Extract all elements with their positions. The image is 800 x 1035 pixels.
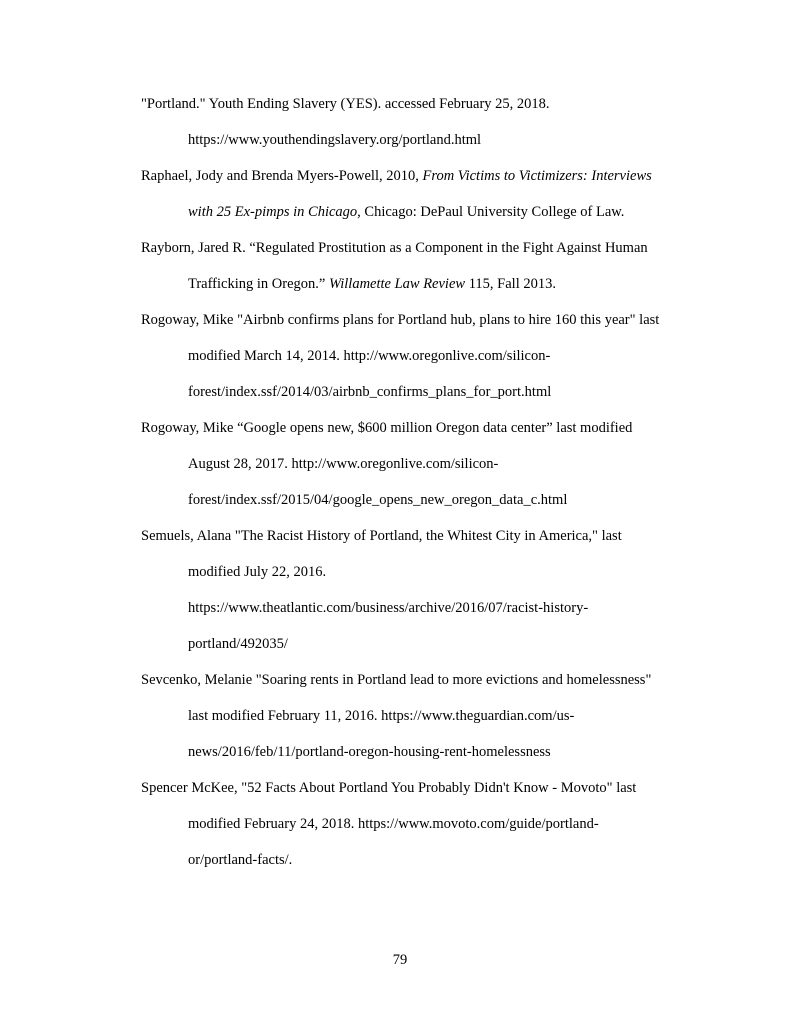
reference-2-title-part2: with 25 Ex-pimps in Chicago: [188, 204, 358, 220]
reference-6-line-2: modified July 22, 2016.: [188, 564, 327, 580]
reference-3-journal: Willamette Law Review: [328, 276, 466, 292]
reference-6-line-1: Semuels, Alana "The Racist History of Portland, the Whitest City in America," last: [141, 528, 622, 544]
reference-2-authors: Raphael, Jody and Brenda Myers-Powell, 2010,: [141, 168, 423, 184]
reference-7-line-1: Sevcenko, Melanie "Soaring rents in Portland lead to more evictions and homelessness": [141, 672, 652, 688]
reference-4-line-2: modified March 14, 2014. http://www.oregonlive.com/silicon-: [188, 348, 551, 364]
reference-5-line-3: forest/index.ssf/2015/04/google_opens_new_oregon_data_c.html: [188, 492, 568, 508]
reference-5-line-2: August 28, 2017. http://www.oregonlive.com/silicon-: [188, 456, 499, 472]
reference-4-line-1: Rogoway, Mike "Airbnb confirms plans for Portland hub, plans to hire 160 this year" last: [141, 312, 660, 328]
reference-8-line-1: Spencer McKee, "52 Facts About Portland You Probably Didn't Know - Movoto" last: [141, 780, 637, 796]
reference-1-line-2: https://www.youthendingslavery.org/portland.html: [188, 132, 482, 148]
reference-8-line-2: modified February 24, 2018. https://www.movoto.com/guide/portland-: [188, 816, 599, 832]
reference-5-line-1: Rogoway, Mike “Google opens new, $600 million Oregon data center” last modified: [141, 420, 633, 436]
reference-3-line-1: Rayborn, Jared R. “Regulated Prostitution as a Component in the Fight Against Human: [141, 240, 648, 256]
page-number: 79: [392, 952, 408, 968]
reference-2-line-1: [141, 167, 652, 185]
reference-4-line-3: forest/index.ssf/2014/03/airbnb_confirms_plans_for_port.html: [188, 384, 552, 400]
reference-2-title-part1: From Victims to Victimizers: Interviews: [422, 168, 652, 184]
reference-1-line-1: "Portland." Youth Ending Slavery (YES). accessed February 25, 2018.: [141, 96, 550, 112]
reference-7-line-2: last modified February 11, 2016. https://www.theguardian.com/us-: [188, 708, 575, 724]
reference-2-line-2: [188, 203, 624, 221]
reference-8-line-3: or/portland-facts/.: [188, 852, 293, 868]
reference-2-publisher: , Chicago: DePaul University College of Law.: [357, 204, 625, 220]
reference-6-line-3: https://www.theatlantic.com/business/archive/2016/07/racist-history-: [188, 600, 589, 616]
reference-7-line-3: news/2016/feb/11/portland-oregon-housing-rent-homelessness: [188, 744, 551, 760]
reference-3-line-2: [188, 275, 556, 293]
reference-3-title-end: Trafficking in Oregon.”: [188, 276, 329, 292]
reference-6-line-4: portland/492035/: [188, 636, 288, 652]
reference-3-issue: 115, Fall 2013.: [465, 276, 556, 292]
